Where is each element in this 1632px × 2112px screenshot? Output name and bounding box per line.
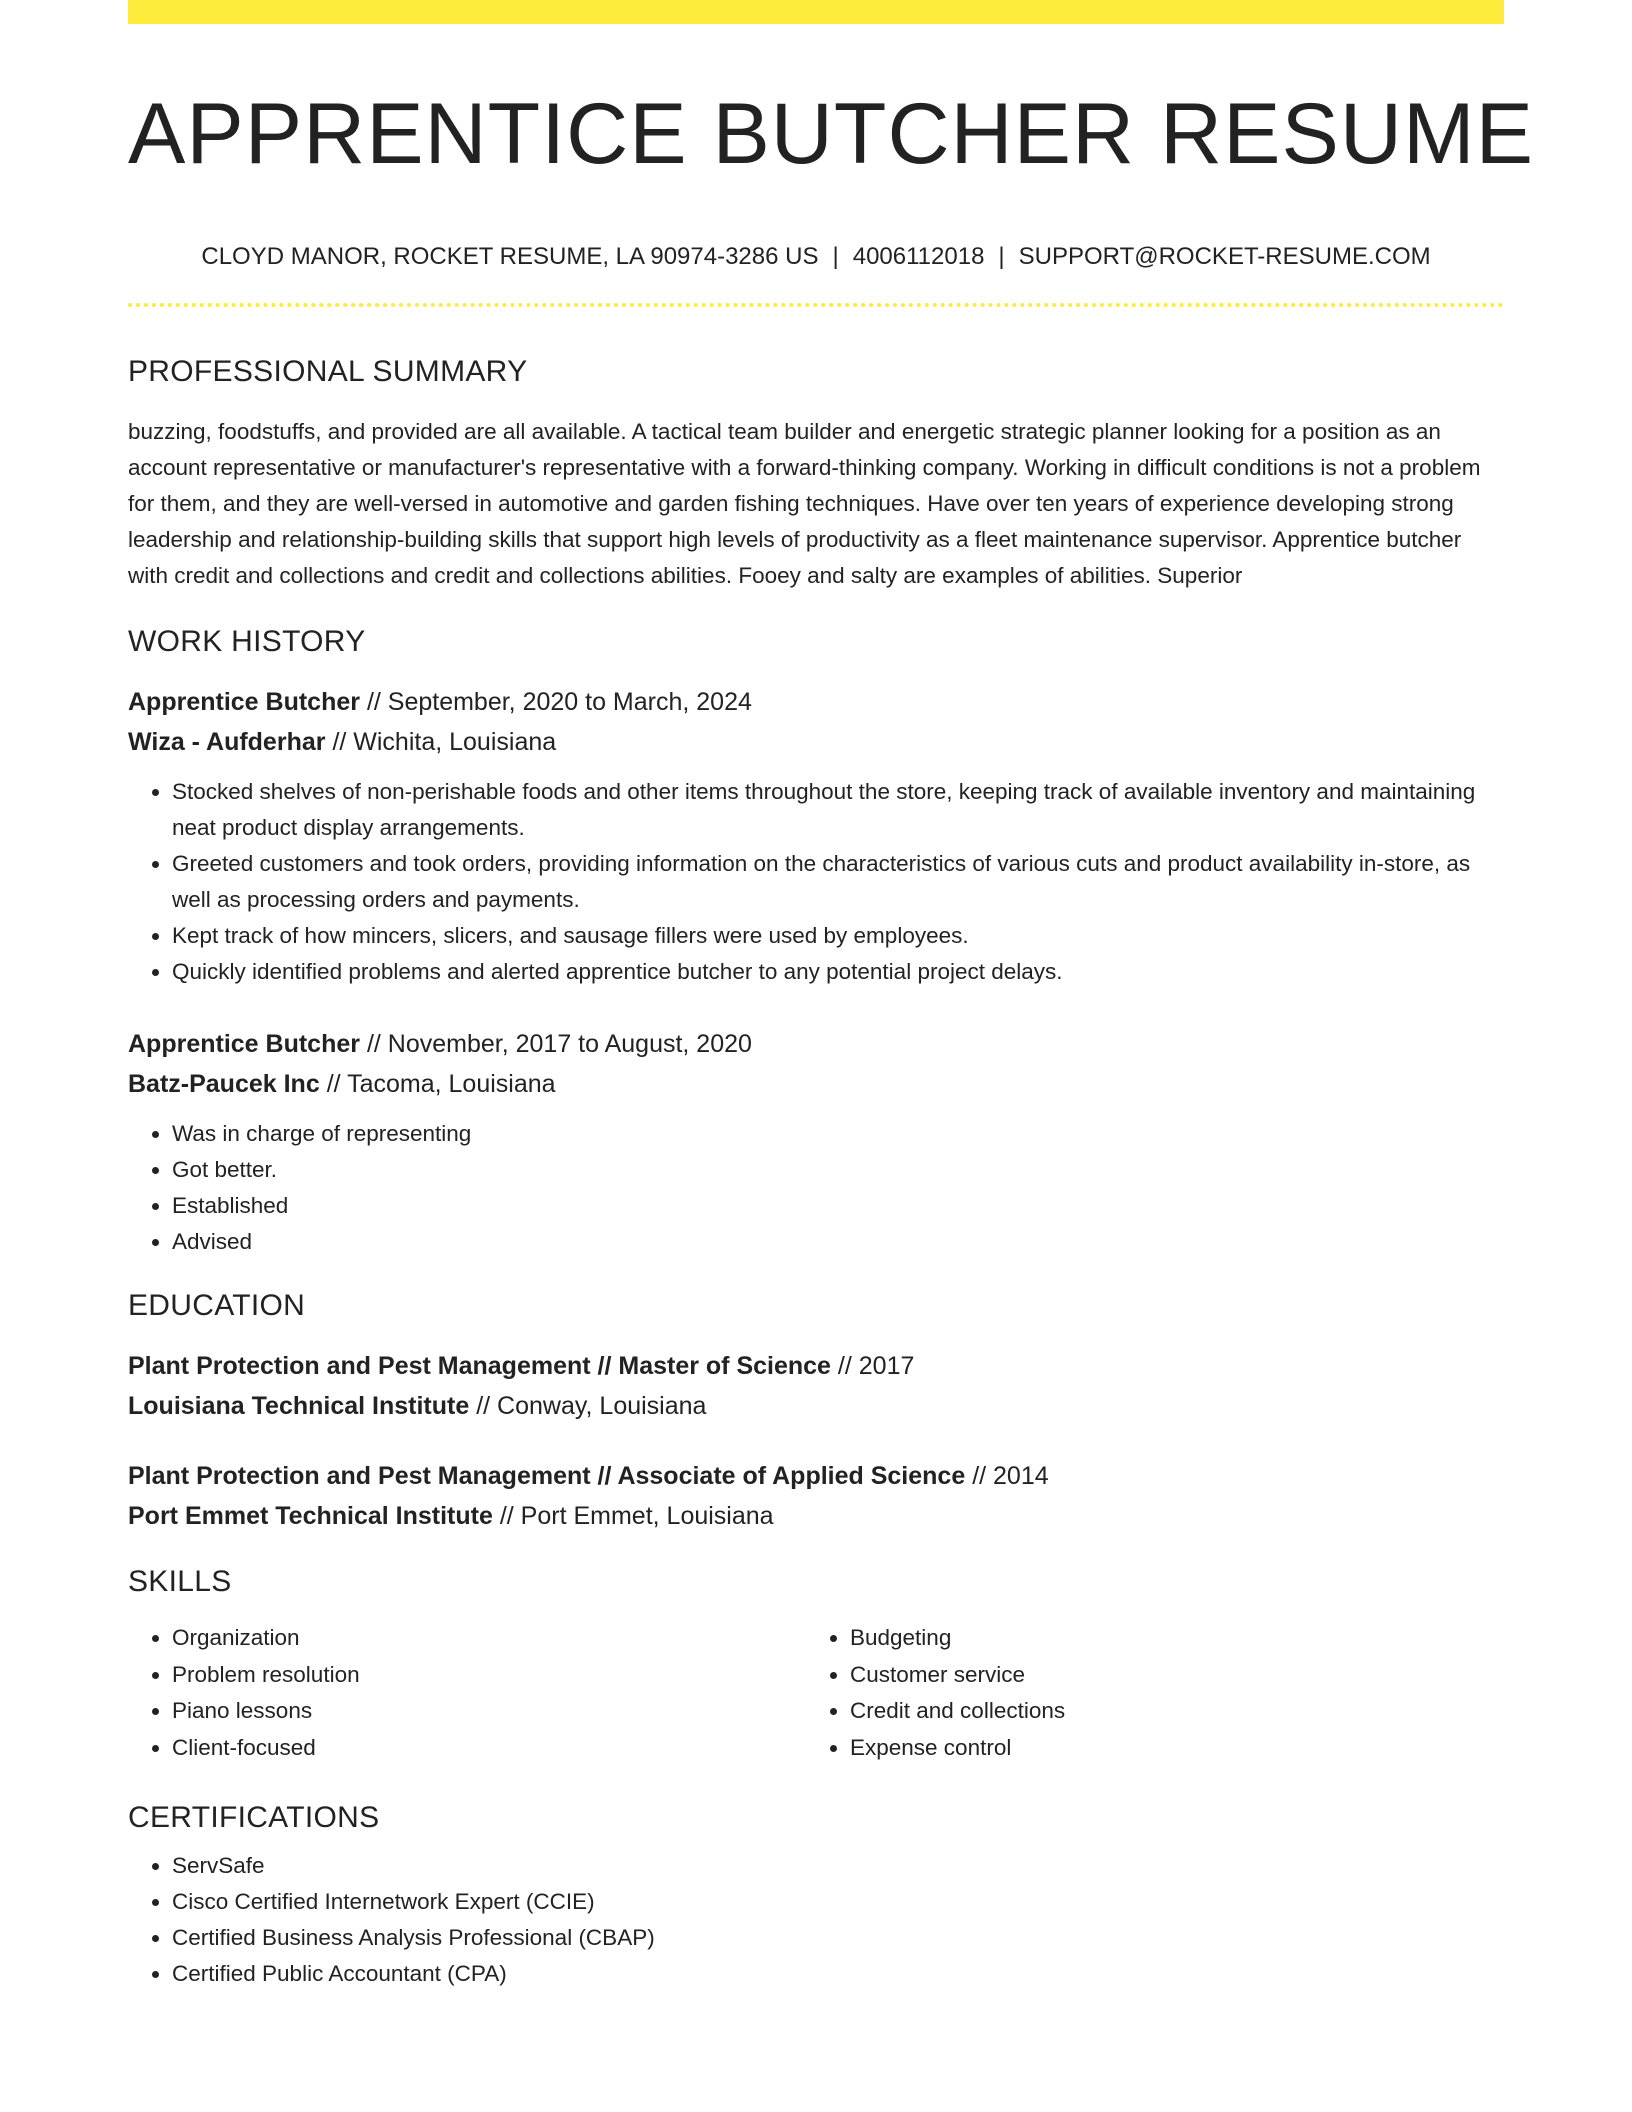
education-school: Port Emmet Technical Institute bbox=[128, 1502, 493, 1530]
list-item: • Stocked shelves of non-perishable foods and other items throughout the store, keeping track of available inventory and maintaining neat product display arrangements. bbox=[172, 774, 1504, 846]
summary-text: buzzing, foodstuffs, and provided are all available. A tactical team builder and energetic strategic planner looking for a position as an account representative or manufacturer's representative with a forward-thinking company. Working in difficult conditions is not a problem for them, and they are well-versed in automotive and garden fishing techniques. Have over ten years of experience developing strong leadership and relationship-building skills that support high levels of productivity as a fleet maintenance supervisor. Apprentice butcher with credit and collections and credit and collections abilities. Fooey and salty are examples of abilities. Superior bbox=[128, 419, 1481, 588]
education-degree: Plant Protection and Pest Management // Associate of Applied Science bbox=[128, 1462, 966, 1490]
education-year: // 2014 bbox=[972, 1462, 1049, 1490]
list-item: • Advised bbox=[172, 1224, 1504, 1260]
contact-separator: | bbox=[998, 243, 1005, 270]
list-item: • Kept track of how mincers, slicers, and sausage fillers were used by employees. bbox=[172, 918, 1504, 954]
summary-heading: PROFESSIONAL SUMMARY bbox=[128, 355, 528, 388]
list-item: • Established bbox=[172, 1188, 1504, 1224]
skills-heading: SKILLS bbox=[128, 1565, 232, 1598]
list-item: • Greeted customers and took orders, providing information on the characteristics of various cuts and product availability in-store, as well as processing orders and payments. bbox=[172, 846, 1504, 918]
certification-item: • Certified Business Analysis Professional (CBAP) bbox=[172, 1920, 1504, 1956]
skills-grid bbox=[128, 1620, 1504, 1766]
contact-email: SUPPORT@ROCKET-RESUME.COM bbox=[1018, 243, 1431, 270]
job-bullets bbox=[128, 1116, 1504, 1260]
contact-line bbox=[128, 242, 1504, 272]
education-year: // 2017 bbox=[837, 1352, 915, 1380]
job-location: // Wichita, Louisiana bbox=[332, 728, 557, 756]
list-item: • Got better. bbox=[172, 1152, 1504, 1188]
job-company-line bbox=[128, 1064, 1504, 1104]
list-item: • Quickly identified problems and alerted apprentice butcher to any potential project delays. bbox=[172, 954, 1504, 990]
work-history-heading: WORK HISTORY bbox=[128, 625, 366, 658]
job-bullets bbox=[128, 774, 1504, 990]
skill-item: • Credit and collections bbox=[850, 1693, 1484, 1730]
education-degree-line bbox=[128, 1346, 1504, 1386]
contact-phone: 4006112018 bbox=[852, 243, 985, 270]
header-divider bbox=[128, 303, 1504, 307]
job-company: Wiza - Aufderhar bbox=[128, 728, 326, 756]
skill-item: • Budgeting bbox=[850, 1620, 1484, 1657]
skill-item: • Client-focused bbox=[172, 1730, 806, 1767]
job-title: Apprentice Butcher bbox=[128, 1030, 360, 1058]
skill-item: • Piano lessons bbox=[172, 1693, 806, 1730]
job-dates: // September, 2020 to March, 2024 bbox=[366, 688, 752, 716]
certification-item: • Certified Public Accountant (CPA) bbox=[172, 1956, 1504, 1992]
skill-item: • Organization bbox=[172, 1620, 806, 1657]
education-school-line bbox=[128, 1386, 1504, 1426]
list-item: • Was in charge of representing bbox=[172, 1116, 1504, 1152]
education-school-line bbox=[128, 1496, 1504, 1536]
education-degree-line bbox=[128, 1456, 1504, 1496]
job-dates: // November, 2017 to August, 2020 bbox=[366, 1030, 752, 1058]
job-title: Apprentice Butcher bbox=[128, 688, 360, 716]
job-company: Batz-Paucek Inc bbox=[128, 1070, 320, 1098]
education-heading: EDUCATION bbox=[128, 1289, 306, 1322]
skill-item: • Problem resolution bbox=[172, 1657, 806, 1694]
job-title-line bbox=[128, 682, 1504, 722]
education-location: // Conway, Louisiana bbox=[476, 1392, 707, 1420]
skills-column-right bbox=[806, 1620, 1484, 1766]
certifications-heading: CERTIFICATIONS bbox=[128, 1801, 380, 1834]
skills-column-left bbox=[128, 1620, 806, 1766]
certifications-list bbox=[128, 1848, 1504, 1992]
contact-address: CLOYD MANOR, ROCKET RESUME, LA 90974-3286 US bbox=[201, 243, 819, 270]
job-location: // Tacoma, Louisiana bbox=[326, 1070, 556, 1098]
education-degree: Plant Protection and Pest Management // Master of Science bbox=[128, 1352, 831, 1380]
skill-item: • Customer service bbox=[850, 1657, 1484, 1694]
certification-item: • ServSafe bbox=[172, 1848, 1504, 1884]
job-company-line bbox=[128, 722, 1504, 762]
skill-item: • Expense control bbox=[850, 1730, 1484, 1767]
education-school: Louisiana Technical Institute bbox=[128, 1392, 470, 1420]
certification-item: • Cisco Certified Internetwork Expert (CCIE) bbox=[172, 1884, 1504, 1920]
contact-separator: | bbox=[832, 243, 839, 270]
education-location: // Port Emmet, Louisiana bbox=[499, 1502, 774, 1530]
resume-page bbox=[128, 0, 1534, 1992]
top-accent-bar bbox=[128, 0, 1504, 24]
resume-title: APPRENTICE BUTCHER RESUME bbox=[128, 86, 1534, 182]
job-title-line bbox=[128, 1024, 1504, 1064]
